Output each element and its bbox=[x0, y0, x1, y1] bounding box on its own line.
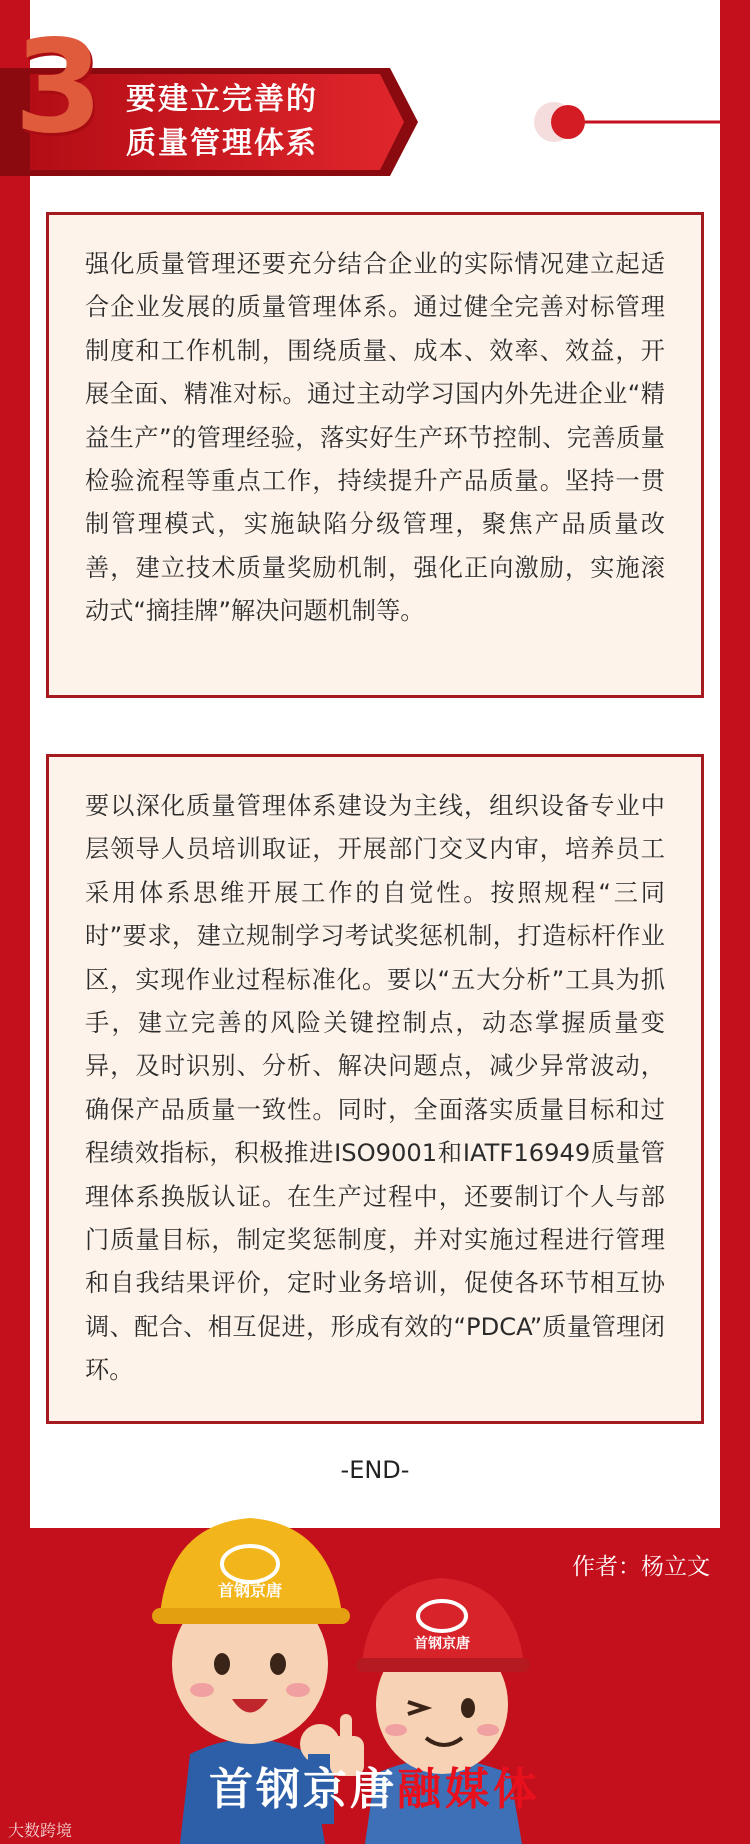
section-number: 3 bbox=[14, 13, 104, 162]
left-helmet-label: 首钢京唐 bbox=[217, 1581, 283, 1600]
right-helmet-label: 首钢京唐 bbox=[414, 1636, 470, 1652]
section-title-line1: 要建立完善的 bbox=[126, 82, 318, 117]
text-box-2 bbox=[46, 754, 704, 1424]
author-credit: 作者：杨立文 bbox=[572, 1554, 710, 1580]
paragraph-2: 要以深化质量管理体系建设为主线，组织设备专业中层领导人员培训取证，开展部门交叉内审，培养员工采用体系思维开展工作的自觉性。按照规程“三同时”要求，建立规制学习考试奖惩机制，打造标杆作业区，实现作业过程标准化。要以“五大分析”工具为抓手，建立完善的风险关键控制点，动态掌握质量变异，及时识别、分析、解决问题点，减少异常波动，确保产品质量一致性。同时，全面落实质量目标和过程绩效指标，积极推进ISO9001和IATF16949质量管理体系换版认证。在生产过程中，还要制订个人与部门质量目标，制定奖惩制度，并对实施过程进行管理和自我结果评价，定时业务培训，促使各环节相互协调、配合、相互促进，形成有效的“PDCA”质量管理闭环。 bbox=[85, 792, 665, 1385]
end-mark: -END- bbox=[340, 1456, 410, 1484]
text-box-1 bbox=[46, 212, 704, 698]
watermark: 大数跨境 bbox=[8, 1821, 73, 1840]
brand-logo-text bbox=[0, 1760, 750, 1820]
paragraph-1: 强化质量管理还要充分结合企业的实际情况建立起适合企业发展的质量管理体系。通过健全完善对标管理制度和工作机制，围绕质量、成本、效率、效益，开展全面、精准对标。通过主动学习国内外先进企业“精益生产”的管理经验，落实好生产环节控制、完善质量检验流程等重点工作，持续提升产品质量。坚持一贯制管理模式，实施缺陷分级管理，聚焦产品质量改善，建立技术质量奖励机制，强化正向激励，实施滚动式“摘挂牌”解决问题机制等。 bbox=[85, 250, 665, 626]
decorative-dot-line-icon bbox=[530, 100, 720, 146]
brand-main: 首钢京唐 bbox=[209, 1764, 397, 1815]
section-title-line2: 质量管理体系 bbox=[126, 126, 318, 161]
brand-sub: 融媒体 bbox=[397, 1764, 541, 1815]
